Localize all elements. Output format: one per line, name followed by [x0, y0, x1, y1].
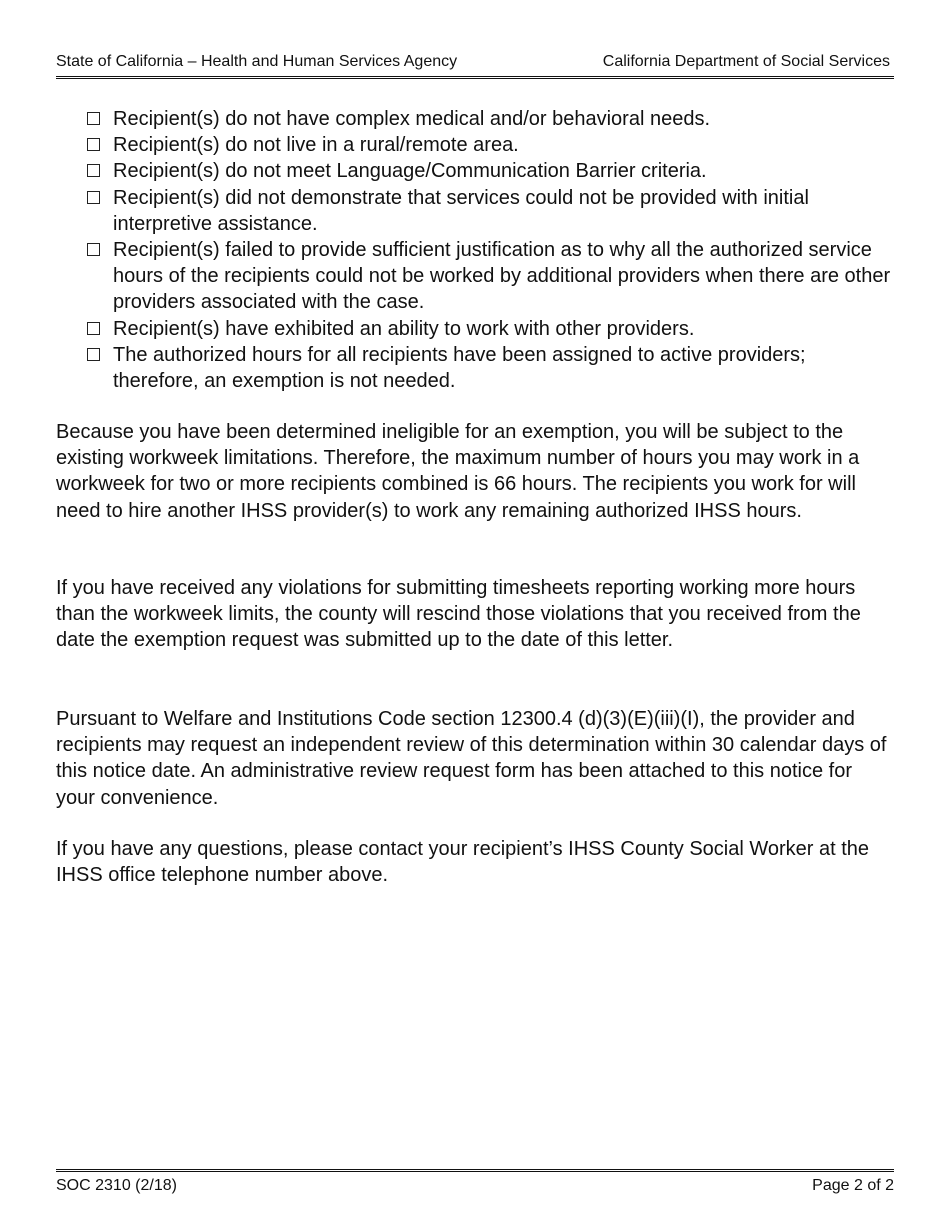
- checklist-item: [86, 158, 892, 184]
- page-number: Page 2 of 2: [812, 1177, 894, 1194]
- review-rights-paragraph: Pursuant to Welfare and Institutions Code section 12300.4 (d)(3)(E)(iii)(I), the provider and recipients may request an independent review of this determination within 30 calendar days of this notice date. An administrative review request form has been attached to this notice for your convenience.: [56, 708, 887, 809]
- checklist-item: [86, 106, 892, 132]
- header-divider: [56, 76, 894, 79]
- checkbox[interactable]: [87, 348, 100, 361]
- department-name: California Department of Social Services: [602, 53, 890, 70]
- checkbox[interactable]: [87, 164, 100, 177]
- page-footer: [56, 1176, 894, 1198]
- checkbox[interactable]: [87, 322, 100, 335]
- workweek-limit-paragraph: Because you have been determined ineligible for an exemption, you will be subject to the existing workweek limitations. Therefore, the maximum number of hours you may work in a workweek for two or more recipients combined is 66 hours. The recipients you work for will need to hire another IHSS provider(s) to work any remaining authorized IHSS hours.: [56, 421, 860, 522]
- contact-paragraph: If you have any questions, please contact your recipient’s IHSS County Social Worker at the IHSS office telephone number above.: [56, 838, 870, 887]
- agency-name: State of California – Health and Human Services Agency: [56, 53, 458, 70]
- checklist-item: [86, 237, 892, 316]
- checklist-item-label: The authorized hours for all recipients have been assigned to active providers; therefore, an exemption is not needed.: [113, 343, 806, 393]
- checklist-item: [86, 132, 892, 158]
- checkbox[interactable]: [87, 191, 100, 204]
- checklist-item: [86, 316, 892, 342]
- checklist-item-label: Recipient(s) have exhibited an ability to work with other providers.: [113, 317, 695, 340]
- checklist-item: [86, 185, 892, 237]
- checklist-item-label: Recipient(s) do not meet Language/Communication Barrier criteria.: [113, 160, 707, 183]
- checklist-item-label: Recipient(s) do not have complex medical and/or behavioral needs.: [113, 108, 711, 130]
- violations-paragraph: If you have received any violations for submitting timesheets reporting working more hours than the workweek limits, the county will rescind those violations that you received from the date the exemption request was submitted up to the date of this letter.: [56, 577, 861, 652]
- checklist-item-label: Recipient(s) did not demonstrate that services could not be provided with initial interpretive assistance.: [113, 186, 809, 235]
- checklist-item-label: Recipient(s) failed to provide sufficient justification as to why all the authorized service hours of the recipients could not be worked by additional providers when there are other providers associated with the case.: [113, 239, 891, 314]
- ineligibility-reasons-checklist: [86, 106, 892, 394]
- checkbox[interactable]: [87, 112, 100, 125]
- checkbox[interactable]: [87, 243, 100, 256]
- page-header: [56, 52, 890, 74]
- form-id: SOC 2310 (2/18): [56, 1177, 177, 1194]
- footer-divider: [56, 1169, 894, 1172]
- checklist-item: [86, 342, 892, 394]
- checklist-item-label: Recipient(s) do not live in a rural/remote area.: [113, 134, 519, 157]
- checkbox[interactable]: [87, 138, 100, 151]
